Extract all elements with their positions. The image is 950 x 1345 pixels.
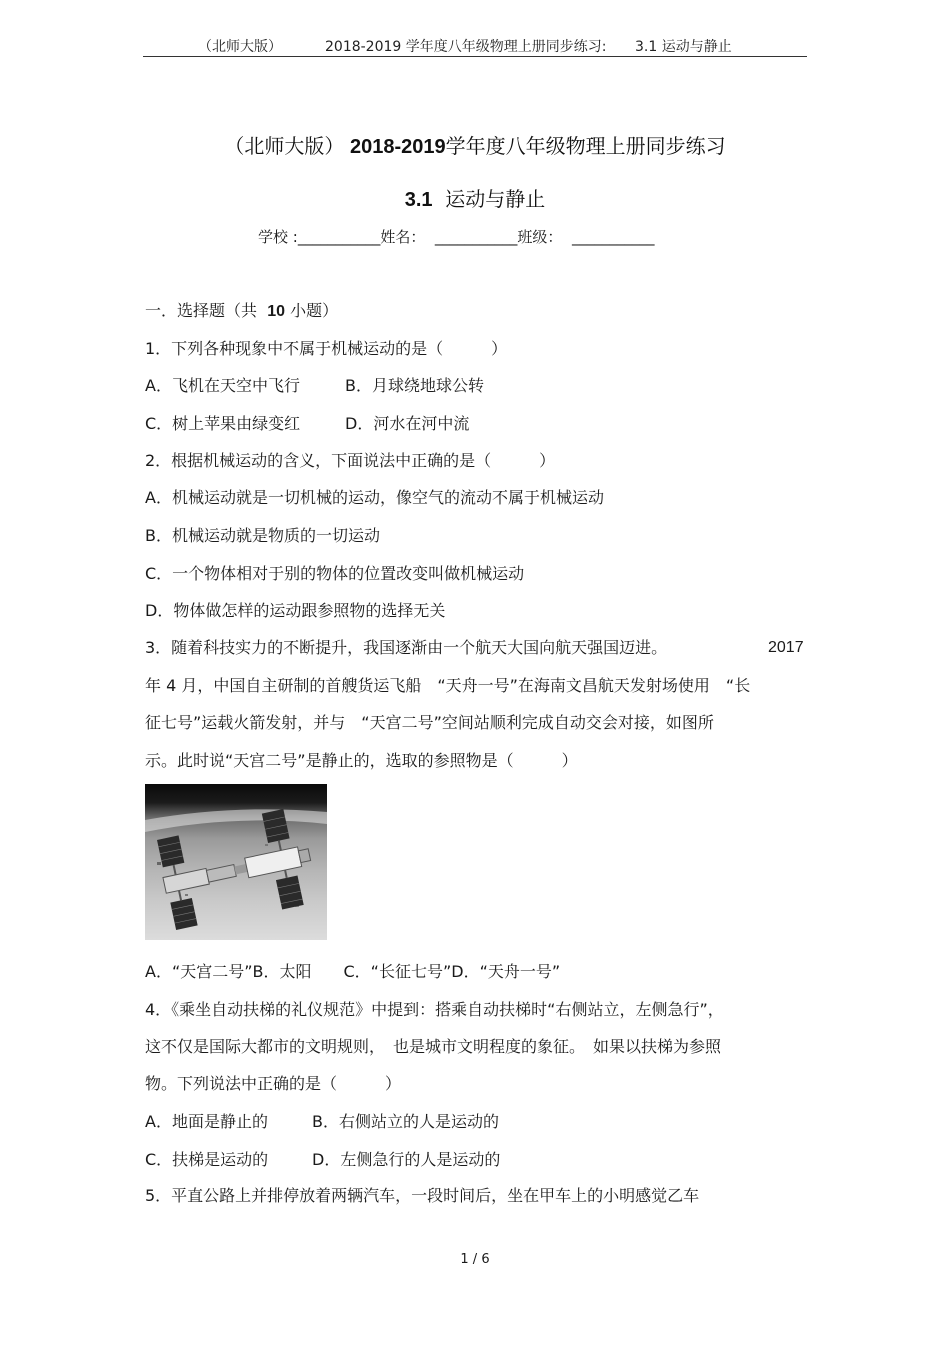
header-series: 2018-2019 学年度八年级物理上册同步练习: (325, 39, 607, 55)
q1-option-c: C．树上苹果由绿变红 (145, 414, 301, 433)
q1-option-a: A．飞机在天空中飞行 (145, 376, 300, 395)
q4-line-1: 4．《乘坐自动扶梯的礼仪规范》中提到：搭乘自动扶梯时“右侧站立，左侧急行”， (145, 1000, 724, 1019)
space-station-photo (145, 784, 327, 940)
section-title (0, 183, 950, 212)
q3-options: A．“天宫二号”B．太阳 C．“长征七号”D．“天舟一号” (145, 962, 561, 981)
q4-option-a: A．地面是静止的 (145, 1112, 268, 1131)
q1-option-b: B．月球绕地球公转 (345, 376, 484, 395)
q2-option-d: D．物体做怎样的运动跟参照物的选择无关 (145, 601, 446, 620)
q4-line-3: 物。下列说法中正确的是（ ） (145, 1074, 402, 1093)
page-header (143, 34, 807, 57)
question-count: 10 (267, 303, 285, 320)
page-number: 1 / 6 (460, 1252, 490, 1267)
part-heading: 一．选择题（共 10 小题） (145, 301, 339, 320)
header-publisher: （北师大版） (198, 39, 282, 55)
space-station-illustration (145, 784, 327, 940)
q4-option-d: D．左侧急行的人是运动的 (312, 1150, 501, 1169)
q2-option-c: C．一个物体相对于别的物体的位置改变叫做机械运动 (145, 564, 525, 583)
q1-stem: 1．下列各种现象中不属于机械运动的是（ ） (145, 339, 508, 358)
q2-stem: 2．根据机械运动的含义，下面说法中正确的是（ ） (145, 451, 556, 470)
class-label: 班级： (517, 228, 563, 246)
q3-line-4: 示。此时说“天宫二号”是静止的，选取的参照物是（ ） (145, 751, 578, 770)
header-section: 3.1 运动与静止 (635, 39, 732, 55)
q3-line-2: 年 4 月，中国自主研制的首艘货运飞船 “天舟一号”在海南文昌航天发射场使用 “长 (145, 676, 751, 695)
q3-line-1: 3．随着科技实力的不断提升，我国逐渐由一个航天大国向航天强国迈进。 (145, 638, 668, 657)
q5-line-1: 5．平直公路上并排停放着两辆汽车，一段时间后，坐在甲车上的小明感觉乙车 (145, 1186, 700, 1205)
q4-option-b: B．右侧站立的人是运动的 (312, 1112, 499, 1131)
school-label: 学校 : (258, 228, 298, 246)
title-prefix: （北师大版） (224, 134, 345, 158)
doc-title (0, 130, 950, 159)
q2-option-a: A．机械运动就是一切机械的运动，像空气的流动不属于机械运动 (145, 488, 604, 507)
name-blank[interactable]: ___________ (434, 228, 518, 246)
q2-option-b: B．机械运动就是物质的一切运动 (145, 526, 380, 545)
title-year: 2018-2019 (349, 136, 446, 158)
q4-option-c: C．扶梯是运动的 (145, 1150, 269, 1169)
q3-year: 2017 (768, 639, 804, 656)
section-name: 运动与静止 (445, 187, 546, 211)
q3-line-3: 征七号”运载火箭发射，并与 “天宫二号”空间站顺利完成自动交会对接，如图所 (145, 713, 714, 732)
q4-line-2: 这不仅是国际大都市的文明规则， 也是城市文明程度的象征。 如果以扶梯为参照 (145, 1037, 722, 1056)
class-blank[interactable]: ___________ (571, 228, 655, 246)
school-blank[interactable]: ___________ (297, 228, 381, 246)
section-number: 3.1 (404, 189, 433, 211)
student-info-fields (258, 226, 654, 247)
title-rest: 学年度八年级物理上册同步练习 (445, 134, 726, 158)
q1-option-d: D．河水在河中流 (345, 414, 470, 433)
name-label: 姓名： (380, 228, 426, 246)
